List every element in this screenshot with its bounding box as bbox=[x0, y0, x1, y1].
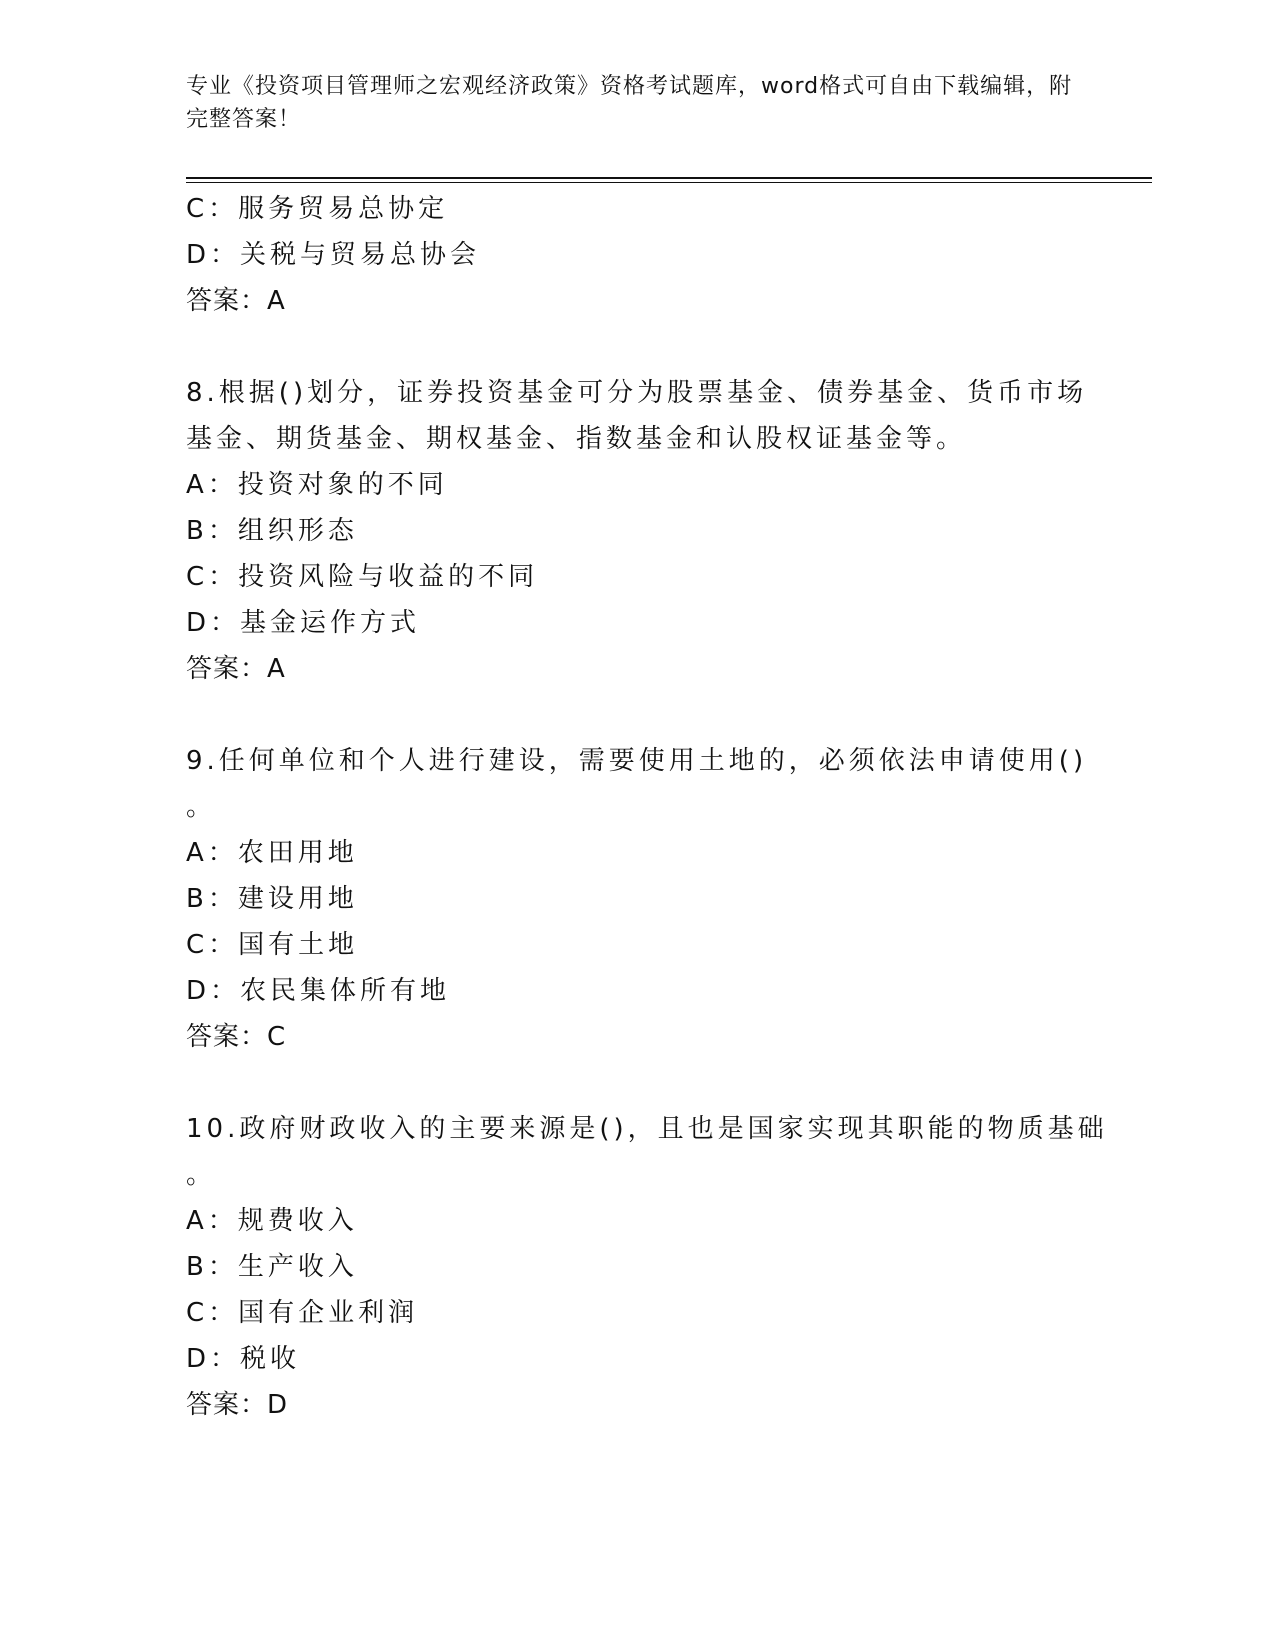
question-stem: 基金、期货基金、期权基金、指数基金和认股权证基金等。 bbox=[186, 424, 967, 454]
question-stem: 8.根据()划分，证券投资基金可分为股票基金、债券基金、货币市场 bbox=[186, 378, 1088, 408]
question-stem: 。 bbox=[186, 1160, 217, 1190]
option-line: B：组织形态 bbox=[186, 516, 358, 546]
header-rule-thin bbox=[186, 182, 1152, 183]
question-stem: 9.任何单位和个人进行建设，需要使用土地的，必须依法申请使用() bbox=[186, 746, 1088, 776]
option-line: D：基金运作方式 bbox=[186, 608, 421, 638]
option-line: C：国有企业利润 bbox=[186, 1298, 419, 1328]
question-stem: 10.政府财政收入的主要来源是()，且也是国家实现其职能的物质基础 bbox=[186, 1114, 1108, 1144]
option-line: A：投资对象的不同 bbox=[186, 470, 448, 500]
document-body bbox=[186, 186, 1108, 1428]
answer-line: 答案：A bbox=[186, 654, 286, 684]
header-rule-thick bbox=[186, 177, 1152, 179]
answer-line: 答案：C bbox=[186, 1022, 287, 1052]
spacer bbox=[186, 1060, 1086, 1106]
option-line: A：规费收入 bbox=[186, 1206, 358, 1236]
option-line: D：农民集体所有地 bbox=[186, 976, 451, 1006]
option-line: B：生产收入 bbox=[186, 1252, 358, 1282]
option-line: C：投资风险与收益的不同 bbox=[186, 562, 539, 592]
option-line: D：关税与贸易总协会 bbox=[186, 240, 481, 270]
spacer bbox=[186, 324, 1086, 370]
option-line: D：税收 bbox=[186, 1344, 301, 1374]
option-line: A：农田用地 bbox=[186, 838, 358, 868]
option-line: B：建设用地 bbox=[186, 884, 358, 914]
option-line: C：服务贸易总协定 bbox=[186, 194, 449, 224]
option-line: C：国有土地 bbox=[186, 930, 359, 960]
question-stem: 。 bbox=[186, 792, 217, 822]
spacer bbox=[186, 692, 1086, 738]
answer-line: 答案：D bbox=[186, 1390, 289, 1420]
answer-line: 答案：A bbox=[186, 286, 286, 316]
document-header: 专业《投资项目管理师之宏观经济政策》资格考试题库，word格式可自由下载编辑，附完整答案！ bbox=[186, 74, 1073, 132]
